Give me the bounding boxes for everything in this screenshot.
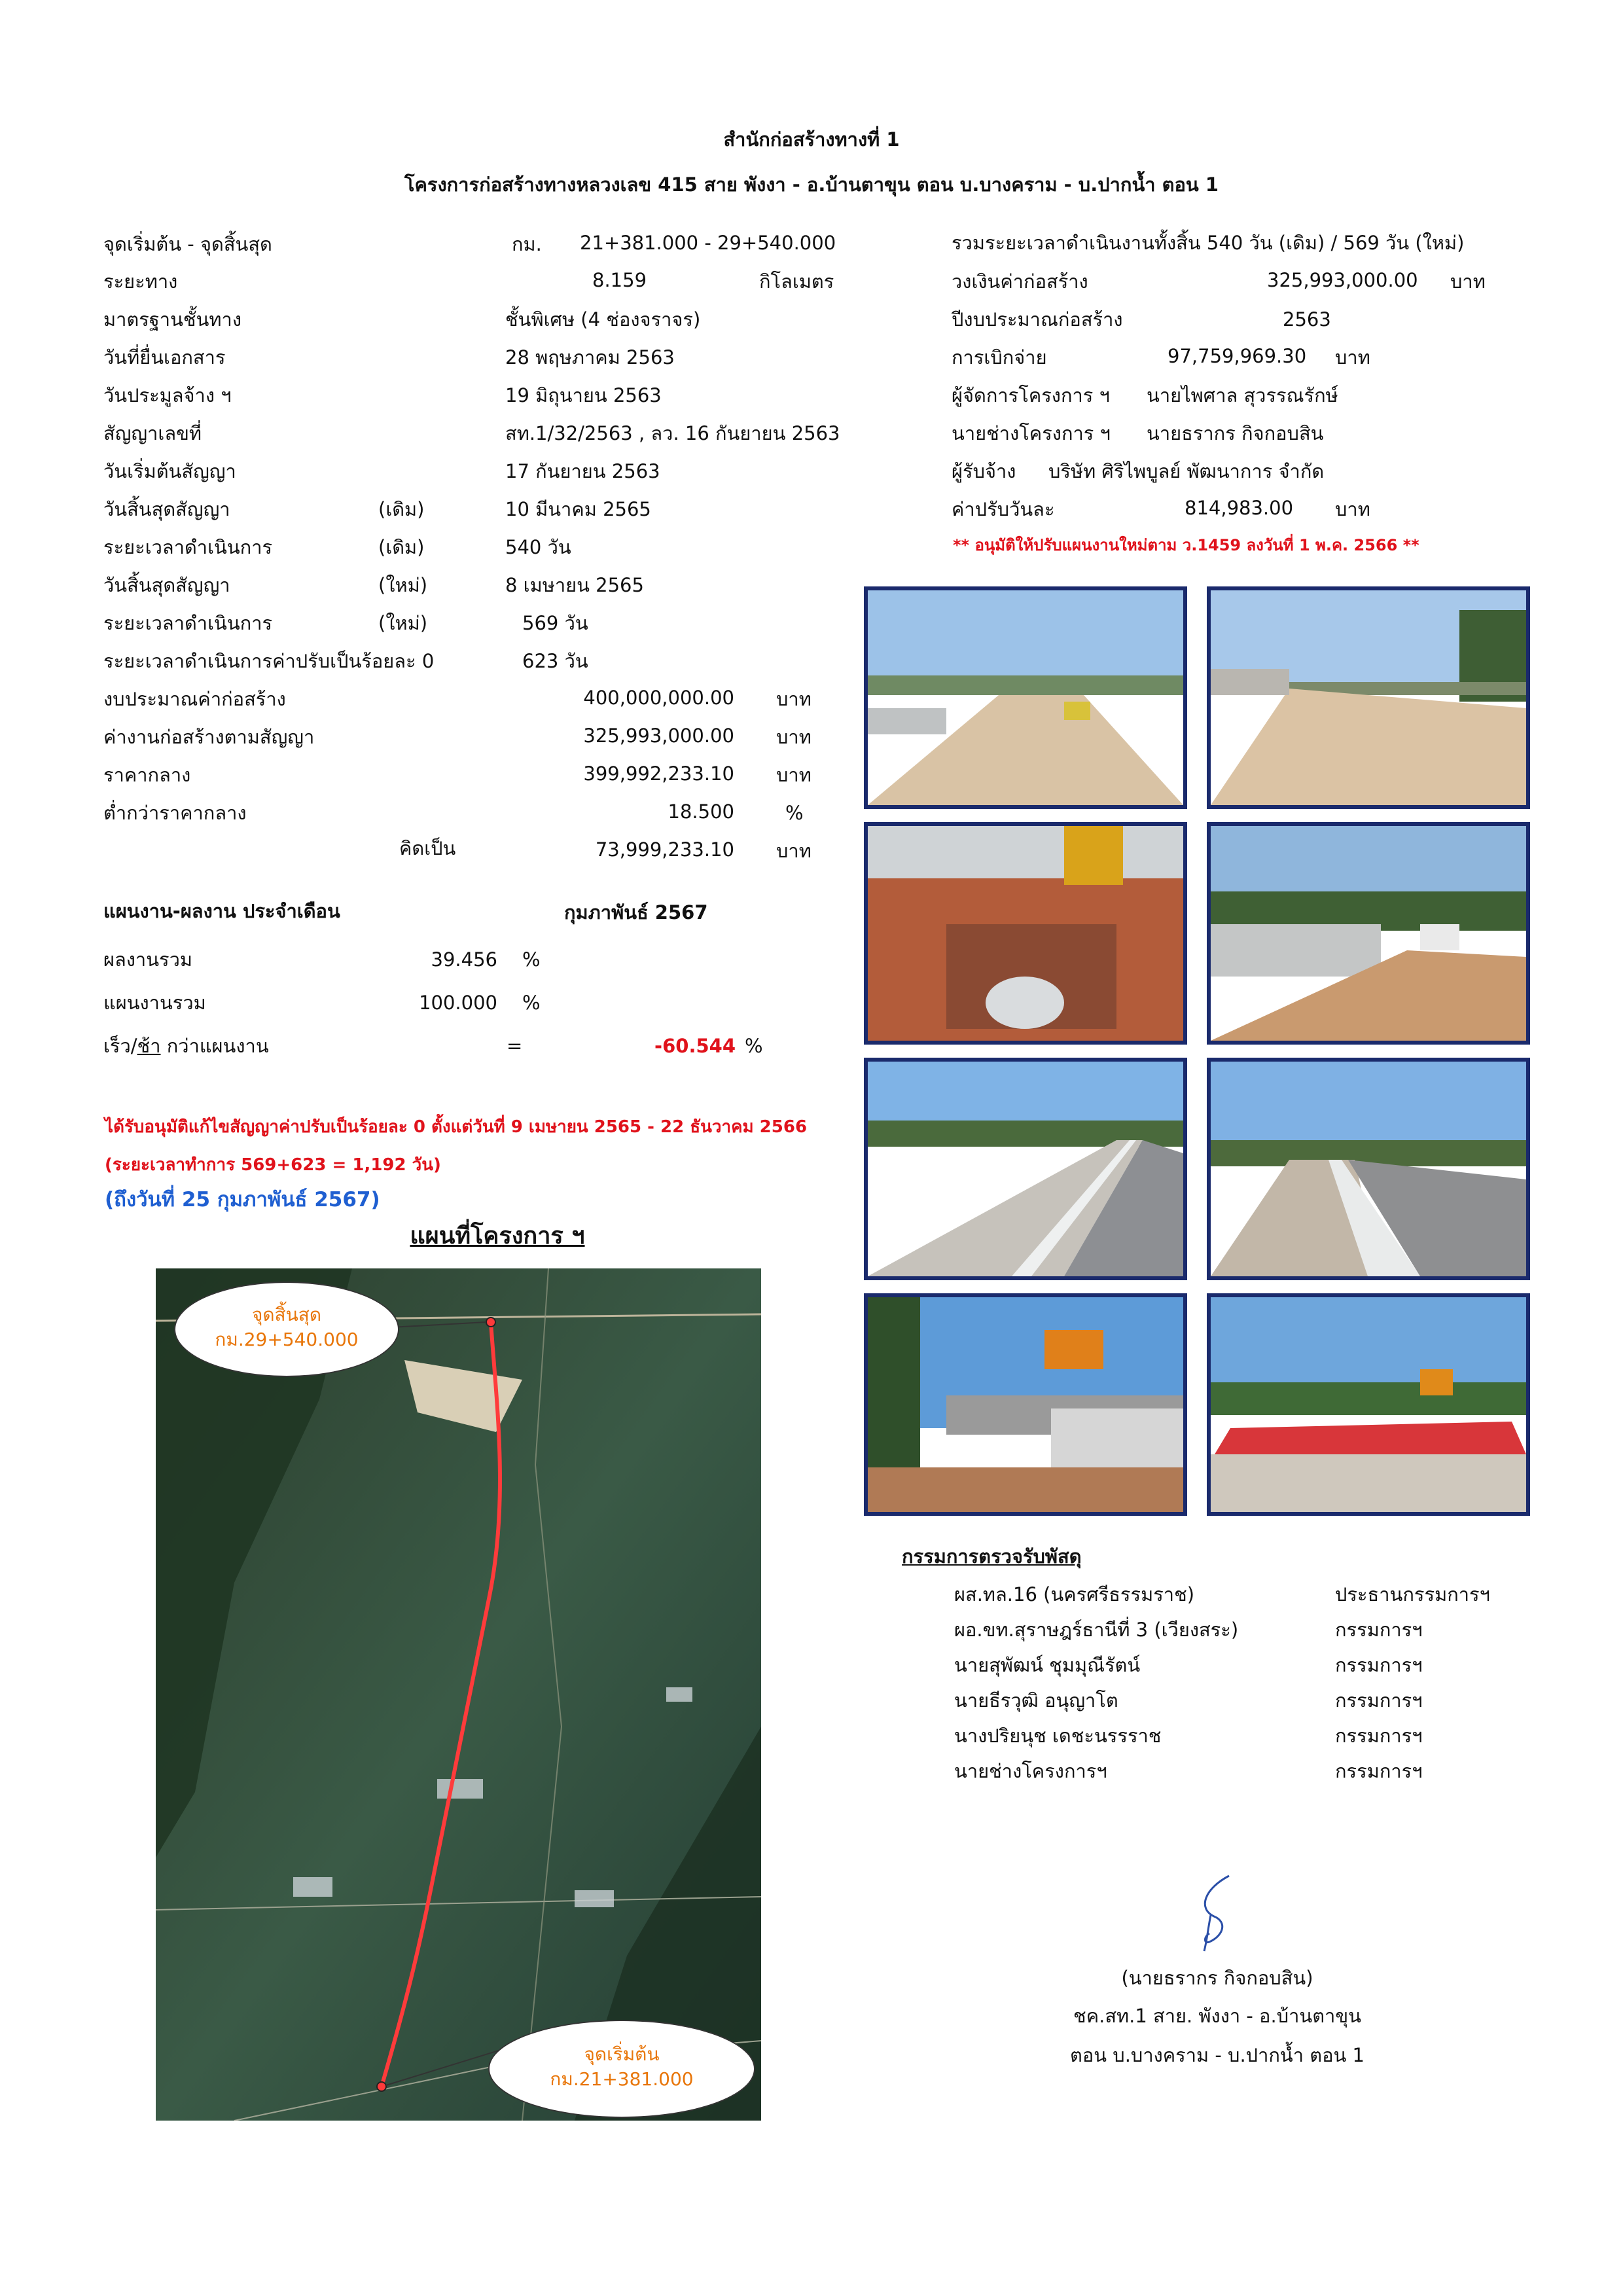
end-label: จุดสิ้นสุด xyxy=(251,1304,322,1325)
asof-note: (ถึงวันที่ 25 กุมภาพันธ์ 2567) xyxy=(105,1188,380,1211)
info-label: วันสิ้นสุดสัญญา xyxy=(103,498,230,520)
budget-value: 73,999,233.10 xyxy=(595,838,734,861)
site-photo-1 xyxy=(864,586,1187,809)
right-info-label: รวมระยะเวลาดำเนินงานทั้งสิ้น 540 วัน (เดิม) / 569 วัน (ใหม่) xyxy=(952,232,1465,254)
plan-unit: % xyxy=(522,992,541,1014)
right-info-value: 2563 xyxy=(1283,308,1331,331)
right-info-label: ผู้รับจ้าง xyxy=(952,460,1016,482)
right-info-unit: บาท xyxy=(1450,270,1486,293)
plan-label: แผนงานรวม xyxy=(103,992,206,1014)
info-label: วันประมูลจ้าง ฯ xyxy=(103,384,232,406)
info-label: ระยะเวลาดำเนินการ xyxy=(103,536,273,558)
info-unit: กิโลเมตร xyxy=(759,270,834,293)
budget-value: 399,992,233.10 xyxy=(583,762,734,785)
budget-unit: บาท xyxy=(776,726,812,748)
progress-month: กุมภาพันธ์ 2567 xyxy=(564,901,708,924)
budget-label: งบประมาณค่าก่อสร้าง xyxy=(103,688,286,710)
committee-role: กรรมการฯ xyxy=(1335,1760,1423,1782)
info-qual: (เดิม) xyxy=(378,498,425,520)
info-label: สัญญาเลขที่ xyxy=(103,422,202,444)
end-km: กม.29+540.000 xyxy=(215,1329,359,1350)
right-info-value: นายธรากร กิจกอบสิน xyxy=(1147,422,1324,444)
budget-value: 400,000,000.00 xyxy=(583,687,734,709)
right-info-value: 325,993,000.00 xyxy=(1267,269,1418,291)
info-label: วันสิ้นสุดสัญญา xyxy=(103,574,230,596)
info-label: ระยะเวลาดำเนินการค่าปรับเป็นร้อยละ 0 xyxy=(103,650,435,672)
budget-label: ค่างานก่อสร้างตามสัญญา xyxy=(103,726,315,748)
start-callout xyxy=(488,2020,755,2118)
site-photo-7 xyxy=(864,1293,1187,1516)
budget-label: ราคากลาง xyxy=(103,764,191,786)
satellite-map xyxy=(156,1268,761,2121)
start-km: กม.21+381.000 xyxy=(550,2068,694,2090)
committee-role: กรรมการฯ xyxy=(1335,1689,1423,1712)
diff-label-rest: กว่าแผนงาน xyxy=(160,1035,269,1057)
right-info-label: นายช่างโครงการ ฯ xyxy=(952,422,1111,444)
info-label: ระยะเวลาดำเนินการ xyxy=(103,612,273,634)
result-unit: % xyxy=(522,948,541,971)
info-value: 17 กันยายน 2563 xyxy=(505,460,660,482)
info-prefix: กม. xyxy=(512,233,542,255)
info-value: 8 เมษายน 2565 xyxy=(505,574,644,596)
right-info-value: บริษัท ศิริไพบูลย์ พัฒนาการ จำกัด xyxy=(1048,460,1325,482)
diff-label xyxy=(103,1033,269,1059)
right-info-value: 814,983.00 xyxy=(1185,497,1294,519)
info-label: จุดเริ่มต้น - จุดสิ้นสุด xyxy=(103,233,272,255)
info-label: ระยะทาง xyxy=(103,270,178,293)
signer-title-1: ชค.สท.1 สาย. พังงา - อ.บ้านตาขุน xyxy=(1073,2005,1361,2027)
progress-title: แผนงาน-ผลงาน ประจำเดือน xyxy=(103,900,340,922)
info-qual: (ใหม่) xyxy=(378,612,428,634)
project-map xyxy=(156,1268,761,2121)
start-point-marker xyxy=(377,2082,386,2091)
diff-label-slow: ช้า xyxy=(137,1035,161,1057)
budget-value: 325,993,000.00 xyxy=(583,725,734,747)
approval-note: ได้รับอนุมัติแก้ไขสัญญาค่าปรับเป็นร้อยละ 0 ตั้งแต่วันที่ 9 เมษายน 2565 - 22 ธันวาคม 2566 xyxy=(105,1117,808,1137)
right-info-value: 97,759,969.30 xyxy=(1168,345,1307,367)
right-info-label: ปีงบประมาณก่อสร้าง xyxy=(952,308,1123,331)
info-value: ชั้นพิเศษ (4 ช่องจราจร) xyxy=(505,308,701,331)
site-photo-4 xyxy=(1207,822,1530,1045)
diff-value: -60.544 xyxy=(654,1035,736,1057)
end-point-marker xyxy=(486,1318,495,1327)
diff-unit: % xyxy=(745,1035,763,1057)
result-value: 39.456 xyxy=(431,948,497,971)
info-value: 8.159 xyxy=(592,269,647,291)
signature-mark xyxy=(1178,1869,1257,1954)
info-value: 28 พฤษภาคม 2563 xyxy=(505,346,675,368)
committee-member: นายสุพัฒน์ ชุมมุณีรัตน์ xyxy=(954,1654,1141,1676)
info-label: วันเริ่มต้นสัญญา xyxy=(103,460,236,482)
committee-role: ประธานกรรมการฯ xyxy=(1335,1583,1490,1605)
committee-member: นางปริยนุช เดชะนรรราช xyxy=(954,1725,1162,1747)
site-photo-5 xyxy=(864,1058,1187,1280)
site-photo-2 xyxy=(1207,586,1530,809)
site-photo-8 xyxy=(1207,1293,1530,1516)
committee-member: นายธีรวุฒิ อนุญาโต xyxy=(954,1689,1118,1712)
map-title: แผนที่โครงการ ฯ xyxy=(410,1223,585,1249)
right-info-label: ค่าปรับวันละ xyxy=(952,498,1055,520)
plan-value: 100.000 xyxy=(419,992,497,1014)
info-value: 623 วัน xyxy=(522,650,588,672)
start-label: จุดเริ่มต้น xyxy=(584,2043,660,2065)
committee-member: ผส.ทล.16 (นครศรีธรรมราช) xyxy=(954,1583,1195,1605)
budget-value: 18.500 xyxy=(668,800,734,823)
right-info-value: นายไพศาล สุวรรณรักษ์ xyxy=(1147,384,1338,406)
budget-unit: % xyxy=(785,802,804,824)
org-title: สำนักก่อสร้างทางที่ 1 xyxy=(723,128,900,151)
signer-name: (นายธรากร กิจกอบสิน) xyxy=(1121,1967,1313,1989)
info-label: มาตรฐานชั้นทาง xyxy=(103,308,241,331)
diff-equals: = xyxy=(507,1035,523,1057)
committee-member: นายช่างโครงการฯ xyxy=(954,1760,1107,1782)
end-callout xyxy=(174,1282,399,1377)
project-title: โครงการก่อสร้างทางหลวงเลข 415 สาย พังงา - อ.บ้านตาขุน ตอน บ.บางคราม - บ.ปากน้ำ ตอน 1 xyxy=(404,173,1219,196)
duration-note: (ระยะเวลาทำการ 569+623 = 1,192 วัน) xyxy=(105,1155,441,1175)
committee-role: กรรมการฯ xyxy=(1335,1619,1423,1641)
right-info-label: ผู้จัดการโครงการ ฯ xyxy=(952,384,1110,406)
info-value: 10 มีนาคม 2565 xyxy=(505,498,651,520)
right-info-label: วงเงินค่าก่อสร้าง xyxy=(952,270,1088,293)
right-info-unit: บาท xyxy=(1335,346,1370,368)
budget-unit: บาท xyxy=(776,688,812,710)
budget-unit: บาท xyxy=(776,764,812,786)
committee-role: กรรมการฯ xyxy=(1335,1654,1423,1676)
right-info-label: การเบิกจ่าย xyxy=(952,346,1047,368)
info-label: วันที่ยื่นเอกสาร xyxy=(103,346,226,368)
info-qual: (เดิม) xyxy=(378,536,425,558)
signer-title-2: ตอน บ.บางคราม - บ.ปากน้ำ ตอน 1 xyxy=(1070,2044,1364,2066)
info-value: สท.1/32/2563 , ลว. 16 กันยายน 2563 xyxy=(505,422,840,444)
budget-unit: บาท xyxy=(776,840,812,862)
info-value: 21+381.000 - 29+540.000 xyxy=(580,232,836,254)
info-value: 540 วัน xyxy=(505,536,571,558)
committee-member: ผอ.ขท.สุราษฎร์ธานีที่ 3 (เวียงสระ) xyxy=(954,1619,1239,1641)
info-value: 19 มิถุนายน 2563 xyxy=(505,384,662,406)
right-info-unit: บาท xyxy=(1335,498,1370,520)
info-value: 569 วัน xyxy=(522,612,588,634)
site-photo-3 xyxy=(864,822,1187,1045)
committee-title: กรรมการตรวจรับพัสดุ xyxy=(902,1545,1082,1568)
diff-label-fast: เร็ว/ xyxy=(103,1035,137,1057)
committee-role: กรรมการฯ xyxy=(1335,1725,1423,1747)
info-qual: (ใหม่) xyxy=(378,574,428,596)
site-photo-6 xyxy=(1207,1058,1530,1280)
right-note: ** อนุมัติให้ปรับแผนงานใหม่ตาม ว.1459 ลงวันที่ 1 พ.ค. 2566 ** xyxy=(953,536,1419,554)
budget-label: ต่ำกว่าราคากลาง xyxy=(103,802,247,824)
budget-label: คิดเป็น xyxy=(399,837,456,859)
result-label: ผลงานรวม xyxy=(103,948,193,971)
